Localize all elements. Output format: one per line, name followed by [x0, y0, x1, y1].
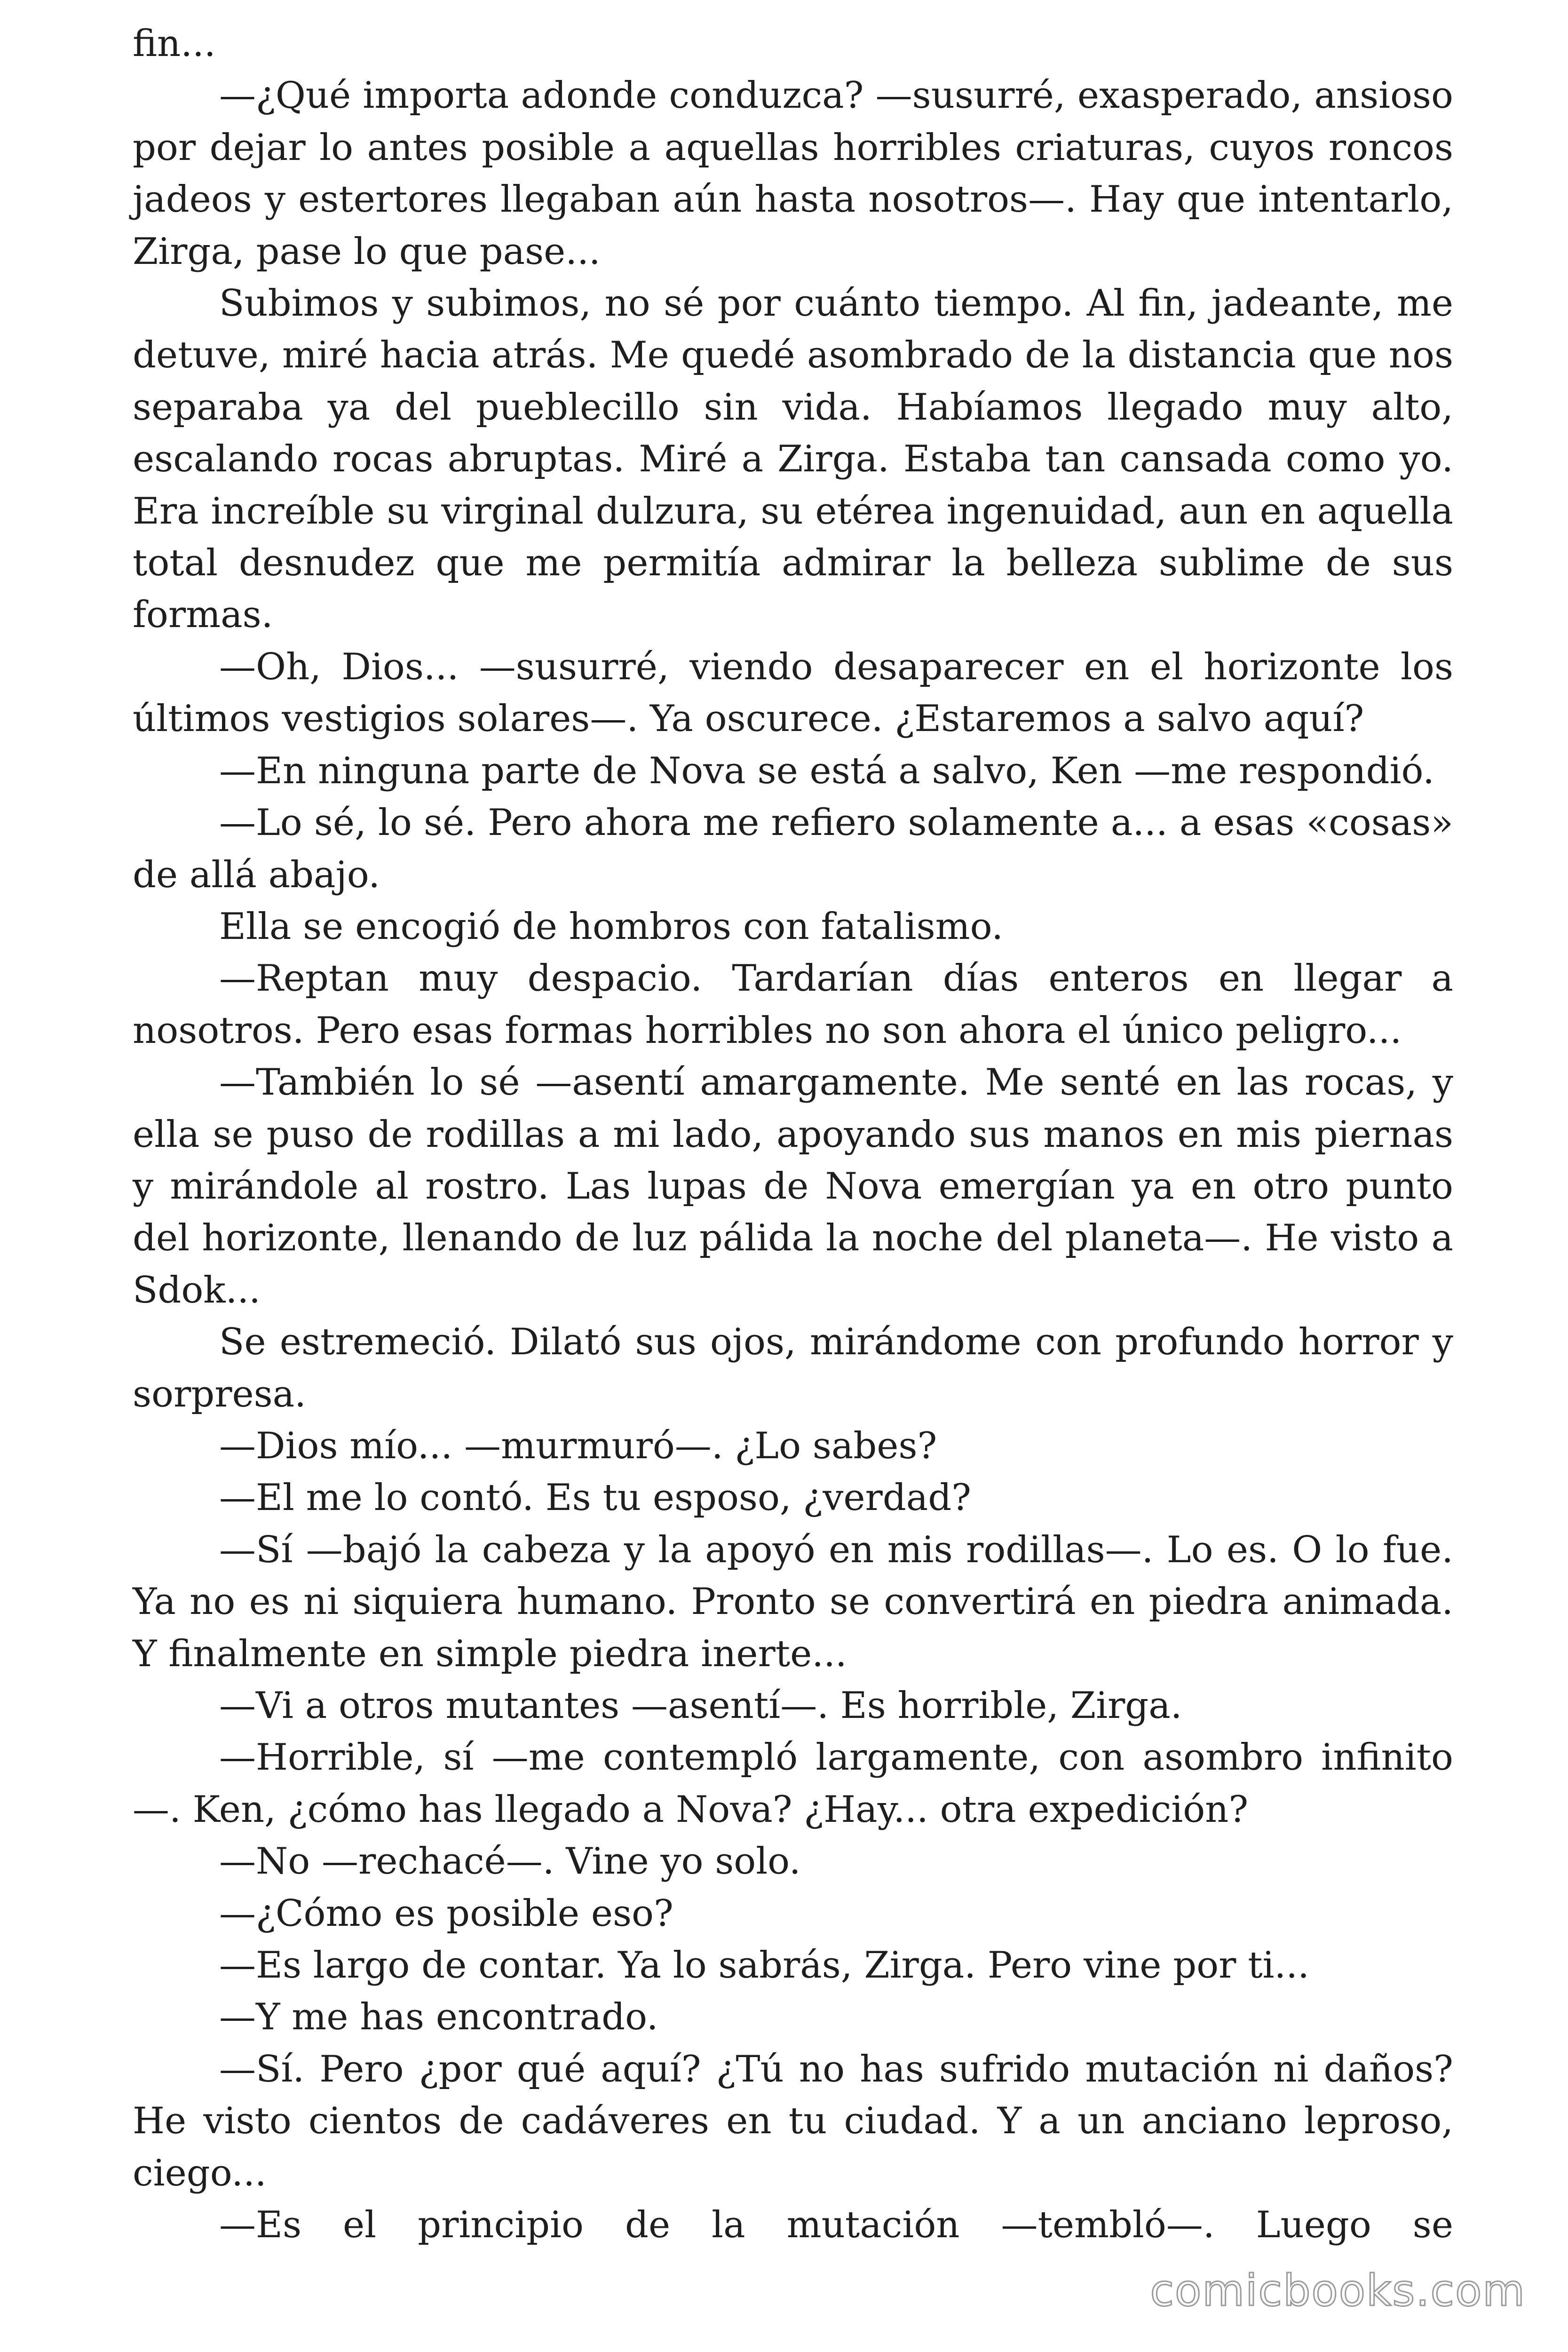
paragraph: —Es largo de contar. Ya lo sabrás, Zirga. Pero vine por ti... — [219, 1944, 1309, 1987]
body-text — [133, 18, 1453, 2251]
paragraph: —El me lo contó. Es tu esposo, ¿verdad? — [219, 1477, 971, 1519]
paragraph: Subimos y subimos, no sé por cuánto tiempo. Al fin, jadeante, me detuve, miré hacia atrás. Me quedé asombrado de la distancia que nos separaba ya del pueblecillo sin vida. Habíamos llegado muy alto, escalando rocas abruptas. Miré a Zirga. Estaba tan cansada como yo. Era increíble su virginal dulzura, su etérea ingenuidad, aun en aquella total desnudez que me permitía admirar la belleza sublime de sus formas. — [133, 282, 1453, 636]
paragraph: Ella se encogió de hombros con fatalismo. — [219, 905, 1003, 948]
paragraph: —Horrible, sí —me contempló largamente, con asombro infinito—. Ken, ¿cómo has llegado a Nova? ¿Hay... otra expedición? — [133, 1736, 1453, 1831]
paragraph: —Vi a otros mutantes —asentí—. Es horrible, Zirga. — [219, 1685, 1182, 1727]
paragraph: —Y me has encontrado. — [219, 1996, 658, 2039]
paragraph: —¿Cómo es posible eso? — [219, 1892, 673, 1935]
paragraph: —Oh, Dios... —susurré, viendo desaparecer en el horizonte los últimos vestigios solares—. Ya oscurece. ¿Estaremos a salvo aquí? — [133, 645, 1453, 740]
paragraph: —También lo sé —asentí amargamente. Me senté en las rocas, y ella se puso de rodillas a mi lado, apoyando sus manos en mis piernas y mirándole al rostro. Las lupas de Nova emergían ya en otro punto del horizonte, llenando de luz pálida la noche del planeta—. He visto a Sdok... — [133, 1061, 1453, 1311]
paragraph: —Es el principio de la mutación —tembló—. Luego se — [219, 2204, 1453, 2247]
paragraph: —Sí. Pero ¿por qué aquí? ¿Tú no has sufrido mutación ni daños? He visto cientos de cadáveres en tu ciudad. Y a un anciano leproso, ciego... — [133, 2048, 1453, 2194]
watermark-logo: comicbooks.com — [1150, 2265, 1526, 2316]
paragraph: —Lo sé, lo sé. Pero ahora me refiero solamente a... a esas «cosas» de allá abajo. — [133, 802, 1453, 896]
paragraph: fin... — [133, 23, 216, 65]
paragraph: —No —rechacé—. Vine yo solo. — [219, 1840, 801, 1883]
paragraph: —Reptan muy despacio. Tardarían días enteros en llegar a nosotros. Pero esas formas horribles no son ahora el único peligro... — [133, 957, 1453, 1052]
paragraph: —Dios mío... —murmuró—. ¿Lo sabes? — [219, 1424, 937, 1467]
paragraph: —Sí —bajó la cabeza y la apoyó en mis rodillas—. Lo es. O lo fue. Ya no es ni siquiera humano. Pronto se convertirá en piedra animada. Y finalmente en simple piedra inerte... — [133, 1528, 1453, 1675]
paragraph: —En ninguna parte de Nova se está a salvo, Ken —me respondió. — [219, 749, 1434, 792]
paragraph: —¿Qué importa adonde conduzca? —susurré, exasperado, ansioso por dejar lo antes posible a aquellas horribles criaturas, cuyos roncos jadeos y estertores llegaban aún hasta nosotros—. Hay que intentarlo, Zirga, pase lo que pase... — [133, 74, 1453, 273]
paragraph: Se estremeció. Dilató sus ojos, mirándome con profundo horror y sorpresa. — [133, 1321, 1453, 1415]
